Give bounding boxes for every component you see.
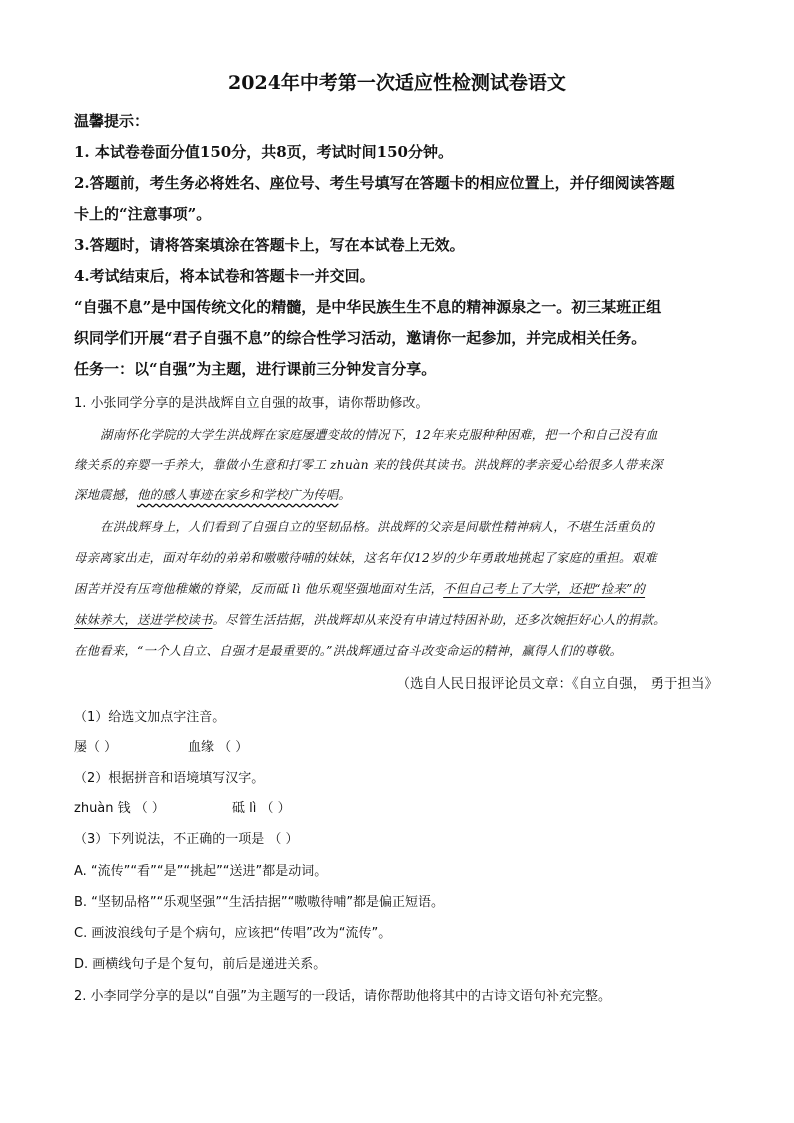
passage-text: 困苦并没有压弯他稚嫩的脊梁，反而砥 lì 他乐观坚强地面对生活， xyxy=(74,581,444,596)
option-c: C. 画波浪线句子是个病句，应该把“传唱”改为“流传”。 xyxy=(74,926,392,941)
answer-blank: 屡（ ） xyxy=(74,740,118,755)
tip-2-cont: 卡上的“注意事项”。 xyxy=(74,205,212,223)
tip-1: 1. 本试卷卷面分值150分，共8页，考试时间150分钟。 xyxy=(74,143,453,161)
passage-line xyxy=(74,485,351,503)
passage-line: 缘关系的弃婴一手养大，靠做小生意和打零工 zhuàn 来的钱供其读书。洪战辉的孝亲爱心给很多人带来深 xyxy=(74,457,663,472)
sub-question-2: （2）根据拼音和语境填写汉字。 xyxy=(74,771,265,786)
intro-line-1: “自强不息”是中国传统文化的精髓，是中华民族生生不息的精神源泉之一。初三某班正组 xyxy=(74,298,662,316)
option-a: A. “流传”“看”“是”“挑起”“送进”都是动词。 xyxy=(74,864,328,879)
passage-line: 在洪战辉身上，人们看到了自强自立的坚韧品格。洪战辉的父亲是间歇性精神病人，不堪生活重负的 xyxy=(100,519,654,534)
passage-line xyxy=(74,610,666,628)
answer-blank: zhuàn 钱 （ ） xyxy=(74,801,165,816)
passage-text: 。尽管生活拮据，洪战辉却从来没有申请过特困补助，还多次婉拒好心人的捐款。 xyxy=(212,612,666,627)
wavy-underlined-sentence: 他的感人事迹在家乡和学校广为传唱 xyxy=(136,487,339,502)
passage-line: 在他看来，“一个人自立、自强才是最重要的。”洪战辉通过奋斗改变命运的精神，赢得人们的尊敬。 xyxy=(74,643,623,658)
source-citation: （选自人民日报评论员文章：《自立自强， 勇于担当》 xyxy=(396,676,718,692)
tip-3: 3.答题时，请将答案填涂在答题卡上，写在本试卷上无效。 xyxy=(74,236,465,254)
passage-line: 母亲离家出走，面对年幼的弟弟和嗷嗷待哺的妹妹，这名年仅12岁的少年勇敢地挑起了家庭的重担。艰难 xyxy=(74,550,657,565)
option-d: D. 画横线句子是个复句，前后是递进关系。 xyxy=(74,957,327,972)
passage-text: 。 xyxy=(338,487,351,502)
underlined-sentence: 不但自己考上了大学，还把“捡来”的 xyxy=(443,581,646,596)
answer-blank: 血缘 （ ） xyxy=(188,740,249,755)
sub-question-3: （3）下列说法，不正确的一项是 （ ） xyxy=(74,832,299,847)
tip-2: 2.答题前，考生务必将姓名、座位号、考生号填写在答题卡的相应位置上，并仔细阅读答题 xyxy=(74,174,675,192)
tips-heading: 温馨提示： xyxy=(74,112,150,130)
passage-line: 湖南怀化学院的大学生洪战辉在家庭屡遭变故的情况下，12年来克服种种困难，把一个和自己没有血 xyxy=(100,427,658,442)
page-title: 2024年中考第一次适应性检测试卷语文 xyxy=(228,72,566,94)
passage-text: 深地震撼， xyxy=(74,487,137,502)
underlined-sentence: 妹妹养大，送进学校读书 xyxy=(74,612,213,627)
sub-question-1: （1）给选文加点字注音。 xyxy=(74,710,226,725)
answer-blank: 砥 lì （ ） xyxy=(232,801,291,816)
question-2-stem: 2. 小李同学分享的是以“自强”为主题写的一段话，请你帮助他将其中的古诗文语句补充完整。 xyxy=(74,989,612,1004)
option-b: B. “坚韧品格”“乐观坚强”“生活拮据”“嗷嗷待哺”都是偏正短语。 xyxy=(74,895,445,910)
task-1-heading: 任务一：以“自强”为主题，进行课前三分钟发言分享。 xyxy=(74,360,437,378)
question-1-stem: 1. 小张同学分享的是洪战辉自立自强的故事，请你帮助修改。 xyxy=(74,396,429,411)
tip-4: 4.考试结束后，将本试卷和答题卡一并交回。 xyxy=(74,267,375,285)
passage-line xyxy=(74,579,645,597)
intro-line-2: 织同学们开展“君子自强不息”的综合性学习活动，邀请你一起参加，并完成相关任务。 xyxy=(74,329,647,347)
